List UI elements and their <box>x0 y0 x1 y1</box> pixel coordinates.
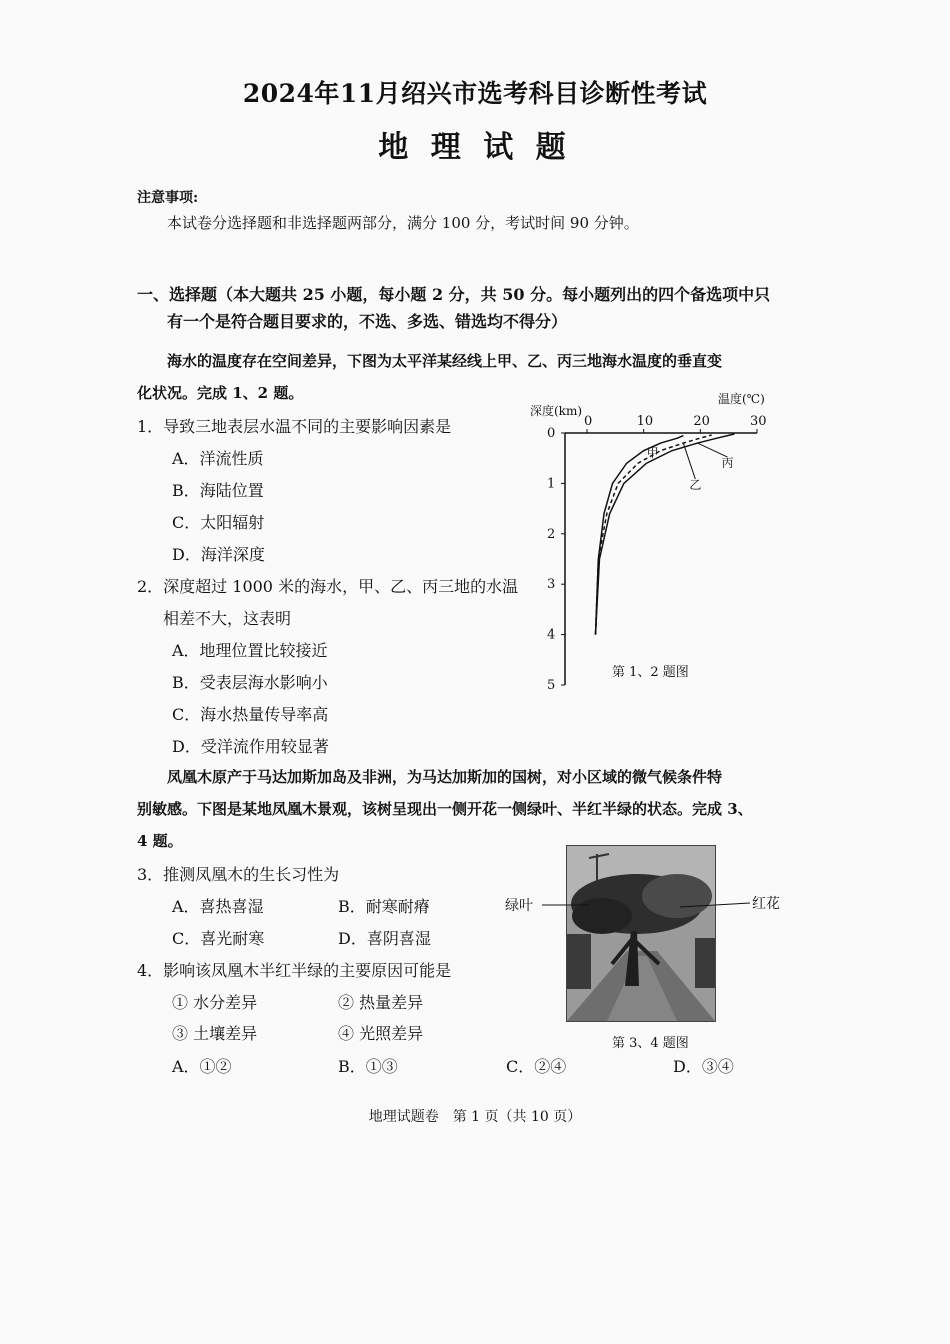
chart-series-label: 甲 <box>646 446 659 461</box>
temperature-depth-chart <box>520 388 790 698</box>
chart-y-tick-label: 4 <box>547 627 556 643</box>
notice-text: 本试卷分选择题和非选择题两部分，满分 100 分，考试时间 90 分钟。 <box>167 214 639 232</box>
chart-series-label: 丙 <box>721 456 734 471</box>
chart-x-tick-label: 10 <box>636 414 654 429</box>
q4-item-4: ④ 光照差异 <box>338 1024 424 1043</box>
chart-x-tick-label: 20 <box>693 414 710 429</box>
q4-item-1: ① 水分差异 <box>172 993 258 1012</box>
intro2-line1: 凤凰木原产于马达加斯加岛及非洲，为马达加斯加的国树，对小区域的微气候条件特 <box>167 768 723 786</box>
intro1-line1: 海水的温度存在空间差异，下图为太平洋某经线上甲、乙、丙三地海水温度的垂直变 <box>167 352 723 370</box>
section-heading-line1: 一、选择题（本大题共 25 小题，每小题 2 分，共 50 分。每小题列出的四个备选项中只 <box>137 285 771 304</box>
chart-x-tick-label: 0 <box>584 414 593 429</box>
notice-heading: 注意事项: <box>137 190 199 206</box>
chart-y-tick-label: 0 <box>547 426 556 441</box>
chart-y-tick-label: 2 <box>547 526 556 542</box>
chart-y-tick-label: 1 <box>547 476 556 492</box>
q3-option-d: D．喜阴喜湿 <box>338 929 431 948</box>
q2-option-c: C．海水热量传导率高 <box>172 705 329 724</box>
figure2-caption: 第 3、4 题图 <box>612 1036 689 1051</box>
q3-option-c: C．喜光耐寒 <box>172 929 265 948</box>
q4-option-a: A．①② <box>172 1057 232 1076</box>
chart-series-pointer <box>698 443 728 457</box>
q3-stem: 3．推测凤凰木的生长习性为 <box>137 865 340 884</box>
q1-option-d: D．海洋深度 <box>172 545 265 564</box>
chart-series-line <box>596 435 712 635</box>
section-heading-line2: 有一个是符合题目要求的，不选、多选、错选均不得分） <box>167 312 568 331</box>
q2-option-b: B．受表层海水影响小 <box>172 673 328 692</box>
exam-title: 2024年11月绍兴市选考科目诊断性考试 <box>242 79 708 108</box>
chart-x-tick-label: 30 <box>750 414 767 429</box>
q1-stem: 1．导致三地表层水温不同的主要影响因素是 <box>137 417 452 436</box>
intro1-line2: 化状况。完成 1、2 题。 <box>137 384 304 402</box>
chart-caption: 第 1、2 题图 <box>612 665 689 680</box>
q3-option-a: A．喜热喜湿 <box>172 897 264 916</box>
q4-item-3: ③ 土壤差异 <box>172 1024 258 1043</box>
q2-stem-line2: 相差不大，这表明 <box>163 609 292 628</box>
q1-option-a: A．洋流性质 <box>172 449 264 468</box>
chart-ylabel: 深度(km) <box>530 404 583 418</box>
subject-title: 地 理 试 题 <box>378 130 572 165</box>
intro2-line3: 4 题。 <box>137 832 183 850</box>
chart-y-tick-label: 3 <box>547 577 556 593</box>
phoenix-tree-photo <box>566 845 716 1022</box>
q2-option-d: D．受洋流作用较显著 <box>172 737 329 756</box>
q1-option-c: C．太阳辐射 <box>172 513 265 532</box>
chart-y-tick-label: 5 <box>547 678 556 693</box>
q1-option-b: B．海陆位置 <box>172 481 264 500</box>
q2-stem-line1: 2．深度超过 1000 米的海水，甲、乙、丙三地的水温 <box>137 577 519 596</box>
chart-series-line <box>596 436 684 635</box>
chart-series-label: 乙 <box>689 478 702 493</box>
q4-option-c: C．②④ <box>506 1057 567 1076</box>
chart-series-pointer <box>683 443 695 479</box>
intro2-line2: 别敏感。下图是某地凤凰木景观，该树呈现出一侧开花一侧绿叶、半红半绿的状态。完成 3、 <box>137 800 753 818</box>
chart-xlabel: 温度(℃) <box>718 392 765 406</box>
q4-item-2: ② 热量差异 <box>338 993 424 1012</box>
q4-stem: 4．影响该凤凰木半红半绿的主要原因可能是 <box>137 961 452 980</box>
figure2-leader-lines <box>540 895 760 915</box>
label-green-leaves: 绿叶 <box>505 898 533 914</box>
chart-series-line <box>596 434 735 635</box>
page-footer: 地理试题卷 第 1 页（共 10 页） <box>368 1109 582 1125</box>
q4-option-b: B．①③ <box>338 1057 398 1076</box>
label-red-flowers: 红花 <box>752 896 780 912</box>
q4-option-d: D．③④ <box>673 1057 734 1076</box>
q3-option-b: B．耐寒耐瘠 <box>338 897 430 916</box>
q2-option-a: A．地理位置比较接近 <box>172 641 328 660</box>
